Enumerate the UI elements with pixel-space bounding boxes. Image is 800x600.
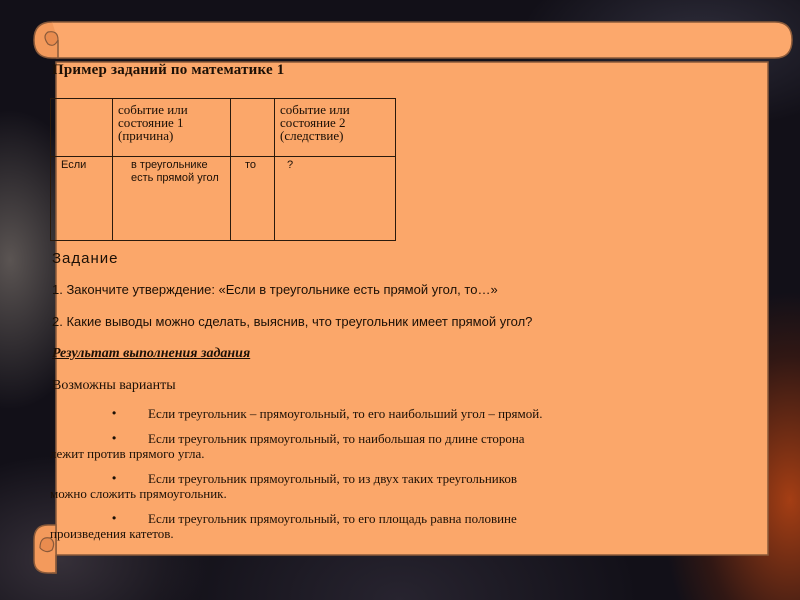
options-list (50, 406, 690, 551)
table-cell: событие или состояние 1 (причина) (113, 99, 231, 157)
options-heading: Возможны варианты (52, 378, 176, 393)
bullet-icon: • (112, 431, 117, 445)
table-cell (231, 99, 275, 157)
table-row (51, 157, 396, 241)
option-text: Если треугольник прямоугольный, то из двух таких треугольников (148, 471, 518, 486)
option-text-continued: лежит против прямого угла. (50, 446, 205, 461)
option-text-continued: произведения катетов. (50, 526, 174, 541)
table-row (51, 99, 396, 157)
result-heading: Результат выполнения задания (52, 346, 251, 361)
slide-content (50, 60, 710, 550)
list-item (50, 431, 690, 461)
option-text: Если треугольник прямоугольный, то наибольшая по длине сторона (148, 431, 525, 446)
question-2: 2. Какие выводы можно сделать, выяснив, что треугольник имеет прямой угол? (52, 314, 533, 329)
question-1: 1. Закончите утверждение: «Если в треугольнике есть прямой угол, то…» (52, 282, 498, 297)
option-text-continued: можно сложить прямоугольник. (50, 486, 227, 501)
list-item (50, 471, 690, 501)
table-cell: событие или состояние 2 (следствие) (275, 99, 396, 157)
option-text: Если треугольник прямоугольный, то его площадь равна половине (148, 511, 517, 526)
list-item (50, 511, 690, 541)
bullet-icon: • (112, 511, 117, 525)
slide-title: Пример заданий по математике 1 (52, 62, 285, 78)
table-cell (51, 99, 113, 157)
task-heading: Задание (52, 250, 119, 267)
table-cell: в треугольнике есть прямой угол (113, 157, 231, 241)
bullet-icon: • (112, 471, 117, 485)
list-item (50, 406, 690, 421)
bullet-icon: • (112, 406, 117, 420)
table-cell: то (231, 157, 275, 241)
cause-effect-table (50, 98, 396, 241)
table-cell: ? (275, 157, 396, 241)
option-text: Если треугольник – прямоугольный, то его наибольший угол – прямой. (148, 406, 543, 421)
table-cell: Если (51, 157, 113, 241)
